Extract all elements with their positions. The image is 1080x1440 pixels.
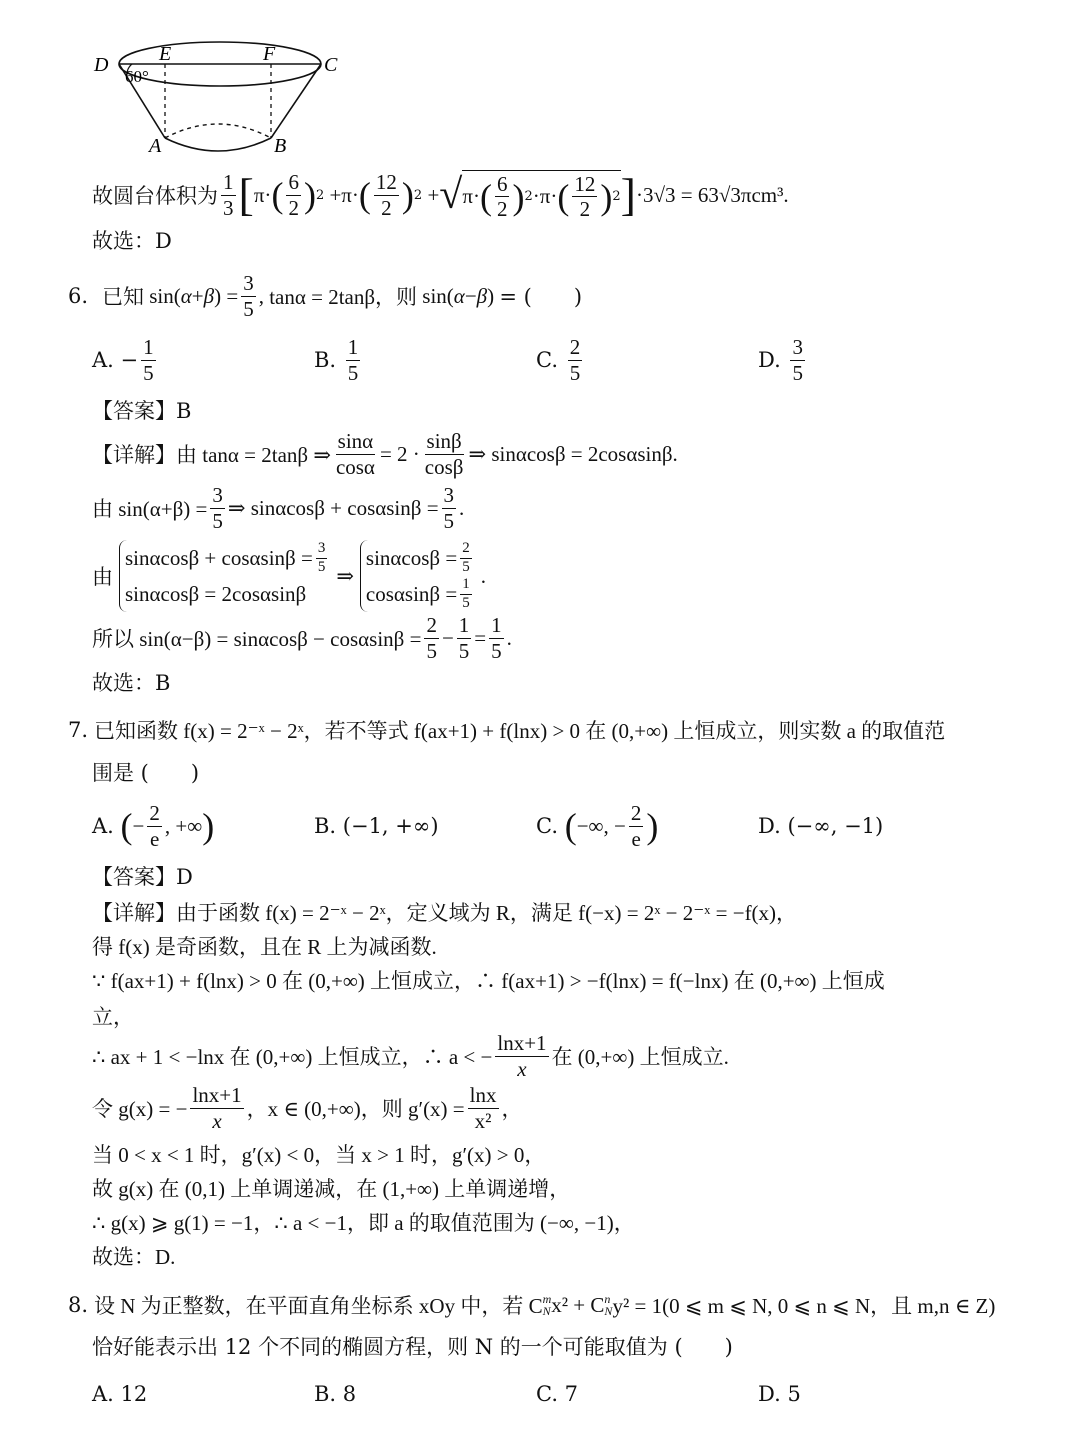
q7-choose: 故选：D. bbox=[92, 1245, 176, 1269]
volume-result: 63√3πcm³. bbox=[697, 182, 789, 207]
q6-option-a[interactable]: A. − $\frac{1}{5}$ bbox=[92, 335, 154, 385]
q7-detail-8: ∴ g(x) ⩾ g(1) = −1，∴ a < −1，即 a 的取值范围为 (−∞, −1)， bbox=[92, 1211, 635, 1235]
q6-option-b[interactable]: B. $\frac{1}{5}$ bbox=[314, 335, 359, 385]
q8-option-c[interactable]: C. 7 bbox=[536, 1382, 579, 1406]
q6-choose: 故选：B bbox=[92, 671, 171, 695]
q7-detail-4: ∴ ax + 1 < −lnx 在 (0,+∞) 上恒成立，∴ a < − $\frac{\ln x+1}{x}$ 在 (0,+∞) 上恒成立. bbox=[92, 1031, 729, 1081]
q8-option-b[interactable]: B. 8 bbox=[314, 1382, 357, 1406]
label-e: E bbox=[159, 43, 172, 65]
q6-detail-4: 所以 sin(α−β) = sinαcosβ − cosαsinβ = $\frac{2}{5}$ − $\frac{1}{5}$ = $\frac{1}{5}$ . bbox=[92, 613, 512, 663]
label-a: A bbox=[149, 135, 162, 157]
angle-label: 60° bbox=[125, 67, 149, 86]
q6-option-d[interactable]: D. $\frac{3}{5}$ bbox=[758, 335, 803, 385]
label-b: B bbox=[274, 135, 287, 157]
q7-detail-1: 【详解】由于函数 f(x) = 2⁻ˣ − 2ˣ，定义域为 R，满足 f(−x) = 2ˣ − 2⁻ˣ = −f(x)， bbox=[92, 901, 798, 925]
q7-option-c[interactable]: C. ( −∞, − $\frac{2}{e}$ ) bbox=[536, 801, 659, 851]
q7-option-d[interactable]: D. (−∞, −1) bbox=[758, 814, 884, 838]
q6-detail-1: 【详解】 由 tanα = 2tanβ ⇒ $\frac{\sin\alpha}{\cos\alpha}$ = 2 · $\frac{\sin\beta}{\cos\beta}$ ⇒ sinαcosβ = 2cosαsinβ. bbox=[92, 429, 678, 479]
q7-stem-1: 7. 已知函数 f(x) = 2⁻ˣ − 2ˣ，若不等式 f(ax+1) + f(lnx) > 0 在 (0,+∞) 上恒成立，则实数 a 的取值范 bbox=[68, 718, 946, 743]
q8-option-a[interactable]: A. 12 bbox=[92, 1382, 148, 1406]
label-f: F bbox=[263, 43, 276, 65]
label-c: C bbox=[324, 54, 338, 76]
q7-answer: 【答案】D bbox=[92, 865, 193, 889]
q7-option-a[interactable]: A. ( − $\frac{2}{e}$ , +∞ ) bbox=[92, 801, 215, 851]
label-d: D bbox=[94, 54, 109, 76]
q7-detail-3: ∵ f(ax+1) + f(lnx) > 0 在 (0,+∞) 上恒成立，∴ f(ax+1) > −f(lnx) = f(−lnx) 在 (0,+∞) 上恒成 bbox=[92, 969, 885, 993]
frustum-figure bbox=[88, 40, 358, 160]
edge-cb bbox=[271, 64, 321, 138]
q7-detail-3b: 立， bbox=[92, 1005, 134, 1029]
q6-option-c[interactable]: C. $\frac{2}{5}$ bbox=[536, 335, 581, 385]
q7-detail-6: 当 0 < x < 1 时，g′(x) < 0，当 x > 1 时，g′(x) > 0， bbox=[92, 1143, 546, 1167]
bottom-front-arc bbox=[165, 138, 271, 151]
q7-detail-7: 故 g(x) 在 (0,1) 上单调递减，在 (1,+∞) 上单调递增， bbox=[92, 1177, 571, 1201]
q7-detail-5: 令 g(x) = − $\frac{\ln x+1}{x}$ ，x ∈ (0,+∞)，则 g′(x) = $\frac{\ln x}{\text{x²}}$ ， bbox=[92, 1083, 523, 1133]
bottom-back-arc bbox=[165, 124, 271, 138]
q7-detail-2: 得 f(x) 是奇函数，且在 R 上为减函数. bbox=[92, 935, 437, 959]
volume-line: 故圆台体积为 $\frac{1}{3}$ [ π· ( $\frac{6}{2}$ ) 2 +π· ( $\frac{12}{2}$ ) 2 + √ π· ( $\frac{6}{2}$ ) 2 ·π· ( $\frac{12}{2}$ ) 2 ] ·3√3 = 63√3πcm³. bbox=[92, 169, 789, 221]
q8-stem-2: 恰好能表示出 12 个不同的椭圆方程，则 N 的一个可能取值为 ( ) bbox=[92, 1335, 733, 1359]
q6-detail-3: 由 sinαcosβ + cosαsinβ = $\frac{3}{5}$ sinαcosβ = 2cosαsinβ ⇒ sinαcosβ = $\frac{2}{5}$ cosαsinβ = $\frac{1}{5}$ . bbox=[92, 539, 486, 611]
q8-stem-1: 8. 设 N 为正整数，在平面直角坐标系 xOy 中，若 C m N x² + C n N y² = 1(0 ⩽ m ⩽ N, 0 ⩽ n ⩽ N，且 m,n ∈ Z) bbox=[68, 1292, 996, 1318]
q6-stem: 6. 已知 sin( α + β ) = $\frac{3}{5}$ , tanα = 2tanβ，则 sin( α − β ) = ( ) bbox=[68, 271, 583, 321]
q6-answer: 【答案】B bbox=[92, 399, 192, 423]
q7-stem-2: 围是 ( ) bbox=[92, 761, 200, 785]
q6-detail-2: 由 sin(α+β) = $\frac{3}{5}$ ⇒ sinαcosβ + cosαsinβ = $\frac{3}{5}$ . bbox=[92, 483, 465, 533]
q5-choose: 故选：D bbox=[92, 229, 172, 253]
q8-option-d[interactable]: D. 5 bbox=[758, 1382, 801, 1406]
q7-option-b[interactable]: B. (−1, +∞) bbox=[314, 814, 439, 838]
